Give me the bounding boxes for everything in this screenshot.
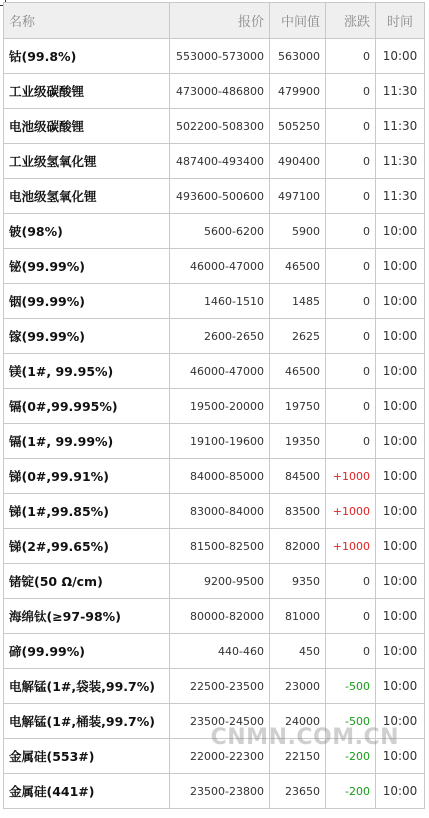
table-row [4,634,425,669]
cell-time: 10:00 [376,739,425,774]
table-header-row [4,3,425,39]
table-row [4,739,425,774]
cell-price: 23500-23800 [170,774,270,809]
cell-name: 镓(99.99%) [4,319,170,354]
header-name: 名称 [4,3,170,39]
cell-name: 镁(1#, 99.95%) [4,354,170,389]
cell-time: 10:00 [376,564,425,599]
table-row [4,529,425,564]
cell-price: 84000-85000 [170,459,270,494]
cell-time: 10:00 [376,39,425,74]
cell-change: -200 [326,774,376,809]
cell-change: 0 [326,284,376,319]
table-body [4,39,425,809]
header-mid: 中间值 [270,3,326,39]
table-row [4,214,425,249]
cell-time: 10:00 [376,319,425,354]
cell-time: 10:00 [376,774,425,809]
cell-change: 0 [326,389,376,424]
table-row [4,319,425,354]
cell-name: 铋(99.99%) [4,249,170,284]
cell-time: 10:00 [376,424,425,459]
cell-name: 钴(99.8%) [4,39,170,74]
cell-mid: 19750 [270,389,326,424]
cell-name: 金属硅(553#) [4,739,170,774]
cell-price: 1460-1510 [170,284,270,319]
cell-mid: 563000 [270,39,326,74]
cell-change: 0 [326,564,376,599]
cell-change: 0 [326,144,376,179]
cell-price: 22000-22300 [170,739,270,774]
cell-name: 锗锭(50 Ω/cm) [4,564,170,599]
cell-time: 10:00 [376,249,425,284]
cell-name: 碲(99.99%) [4,634,170,669]
cell-price: 5600-6200 [170,214,270,249]
cell-time: 10:00 [376,354,425,389]
cell-name: 铍(98%) [4,214,170,249]
cell-change: 0 [326,319,376,354]
cell-name: 锑(1#,99.85%) [4,494,170,529]
table-row [4,284,425,319]
cell-name: 锑(2#,99.65%) [4,529,170,564]
cell-name: 镉(1#, 99.99%) [4,424,170,459]
cell-change: 0 [326,214,376,249]
cell-mid: 83500 [270,494,326,529]
cell-price: 473000-486800 [170,74,270,109]
cell-name: 镉(0#,99.995%) [4,389,170,424]
table-row [4,494,425,529]
cell-name: 金属硅(441#) [4,774,170,809]
cell-time: 10:00 [376,634,425,669]
cell-time: 10:00 [376,214,425,249]
cell-price: 2600-2650 [170,319,270,354]
cell-time: 10:00 [376,284,425,319]
cell-time: 10:00 [376,529,425,564]
cell-name: 工业级氢氧化锂 [4,144,170,179]
table-row [4,144,425,179]
cell-mid: 490400 [270,144,326,179]
cell-time: 11:30 [376,109,425,144]
cell-change: 0 [326,74,376,109]
cell-mid: 23000 [270,669,326,704]
cell-name: 海绵钛(≥97-98%) [4,599,170,634]
cell-price: 81500-82500 [170,529,270,564]
cell-name: 电解锰(1#,袋装,99.7%) [4,669,170,704]
cell-change: -500 [326,669,376,704]
cell-price: 19100-19600 [170,424,270,459]
table-row [4,424,425,459]
cell-price: 83000-84000 [170,494,270,529]
cell-name: 铟(99.99%) [4,284,170,319]
cell-time: 10:00 [376,669,425,704]
cell-mid: 450 [270,634,326,669]
cell-mid: 82000 [270,529,326,564]
cell-mid: 2625 [270,319,326,354]
price-table [3,2,425,809]
cell-price: 46000-47000 [170,249,270,284]
cell-price: 19500-20000 [170,389,270,424]
cell-name: 电池级碳酸锂 [4,109,170,144]
cell-price: 502200-508300 [170,109,270,144]
table-row [4,74,425,109]
cell-change: 0 [326,634,376,669]
cell-mid: 22150 [270,739,326,774]
header-price: 报价 [170,3,270,39]
cell-change: +1000 [326,459,376,494]
cell-change: 0 [326,599,376,634]
cell-mid: 81000 [270,599,326,634]
cell-mid: 23650 [270,774,326,809]
cell-name: 电池级氢氧化锂 [4,179,170,214]
cell-mid: 5900 [270,214,326,249]
table-row [4,39,425,74]
header-time: 时间 [376,3,425,39]
cell-price: 493600-500600 [170,179,270,214]
cell-price: 80000-82000 [170,599,270,634]
table-row [4,704,425,739]
table-row [4,109,425,144]
cell-mid: 1485 [270,284,326,319]
watermark: CNMN.COM.CN [210,725,399,750]
cell-price: 487400-493400 [170,144,270,179]
cell-change: -500 [326,704,376,739]
cell-time: 10:00 [376,389,425,424]
cell-change: -200 [326,739,376,774]
cell-price: 23500-24500 [170,704,270,739]
cell-change: 0 [326,424,376,459]
cell-mid: 9350 [270,564,326,599]
cell-time: 10:00 [376,704,425,739]
cell-change: 0 [326,354,376,389]
cell-name: 电解锰(1#,桶装,99.7%) [4,704,170,739]
cell-time: 11:30 [376,74,425,109]
cell-change: +1000 [326,529,376,564]
table-row [4,599,425,634]
table-row [4,774,425,809]
cell-mid: 479900 [270,74,326,109]
cell-time: 10:00 [376,459,425,494]
cell-mid: 46500 [270,249,326,284]
cell-mid: 84500 [270,459,326,494]
cell-change: 0 [326,249,376,284]
cell-time: 11:30 [376,179,425,214]
cell-mid: 46500 [270,354,326,389]
cell-time: 11:30 [376,144,425,179]
table-row [4,459,425,494]
cell-price: 440-460 [170,634,270,669]
cell-price: 9200-9500 [170,564,270,599]
table-row [4,389,425,424]
cell-name: 锑(0#,99.91%) [4,459,170,494]
cell-mid: 19350 [270,424,326,459]
cell-change: 0 [326,179,376,214]
table-row [4,354,425,389]
table-row [4,179,425,214]
cell-price: 22500-23500 [170,669,270,704]
header-change: 涨跌 [326,3,376,39]
cell-time: 10:00 [376,599,425,634]
cell-change: +1000 [326,494,376,529]
cell-mid: 497100 [270,179,326,214]
cell-name: 工业级碳酸锂 [4,74,170,109]
cell-price: 46000-47000 [170,354,270,389]
cell-time: 10:00 [376,494,425,529]
cell-price: 553000-573000 [170,39,270,74]
cell-change: 0 [326,39,376,74]
table-row [4,669,425,704]
cell-mid: 24000 [270,704,326,739]
table-row [4,564,425,599]
table-row [4,249,425,284]
cell-change: 0 [326,109,376,144]
cell-mid: 505250 [270,109,326,144]
